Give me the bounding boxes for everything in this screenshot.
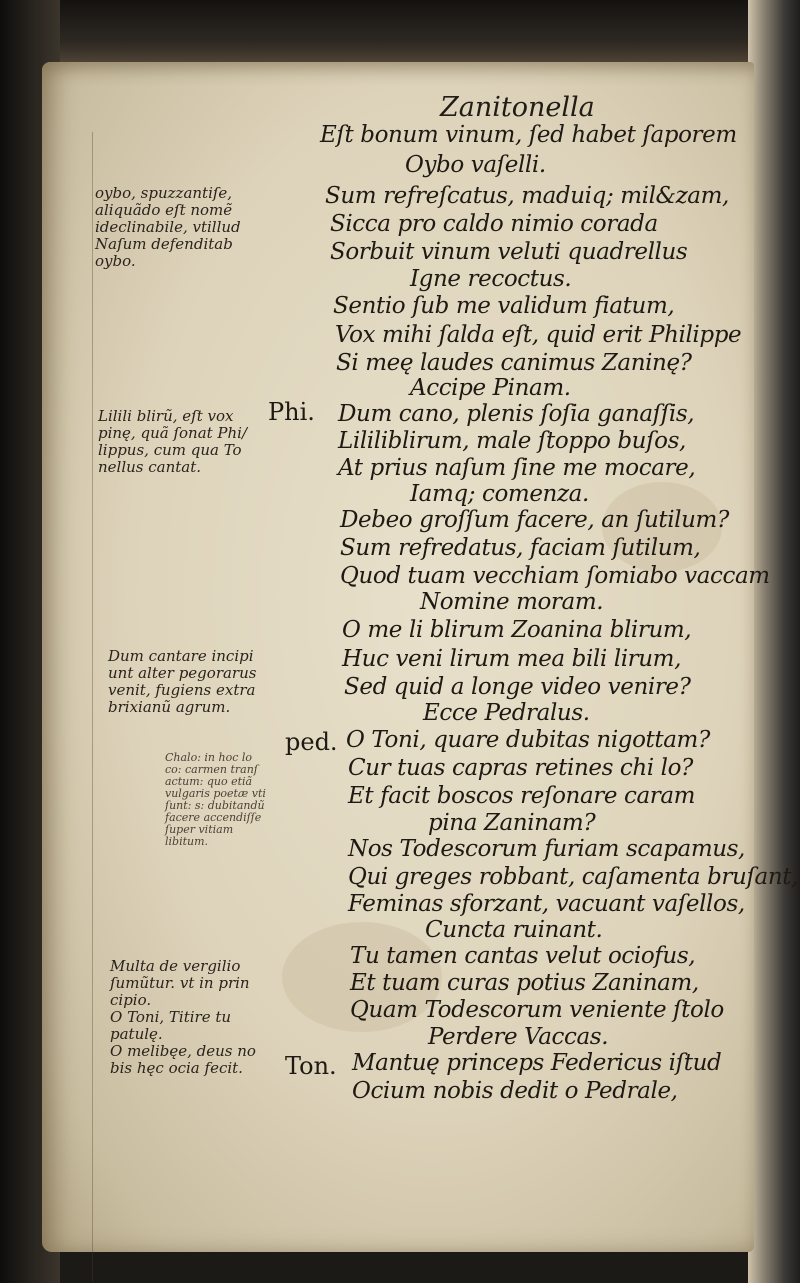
verse-line: Iamq; comenza. [410, 481, 589, 507]
verse-line: Ocium nobis dedit o Pedrale, [352, 1078, 678, 1104]
gloss-line: vulgaris poetæ vti [165, 787, 266, 800]
gloss-line: O Toni, Titire tu [110, 1008, 232, 1026]
speaker-label: Phi. [268, 398, 315, 426]
margin-gloss [108, 648, 256, 716]
gloss-line: O melibęe, deus no [110, 1042, 256, 1060]
gloss-line: nellus cantat. [98, 458, 202, 476]
verse-line: Qui greges robbant, caſamenta bruſant, [348, 864, 799, 890]
verse-line: Dum cano, plenis ſoſia ganaſſis, [338, 401, 695, 427]
gloss-line: venit, fugiens extra [108, 681, 256, 699]
gloss-line: ideclinabile, vtillud [95, 218, 241, 236]
gloss-line: Naſum defenditab [95, 235, 233, 253]
gloss-line: facere accendiſſe [165, 811, 262, 824]
verse-line: O Toni, quare dubitas nigottam? [346, 727, 710, 753]
gloss-line: oybo. [95, 252, 136, 270]
gloss-line: unt alter pegorarus [108, 664, 257, 682]
verse-line: Lililiblirum, male ſtoppo buſos, [338, 428, 686, 454]
gloss-line: cipio. [110, 991, 152, 1009]
verse-line: Perdere Vaccas. [428, 1024, 609, 1050]
gloss-line: ſuper vitiam [165, 823, 234, 836]
verse-line: Oybo vaſelli. [405, 152, 546, 178]
verse-line: Sentio ſub me validum fiatum, [333, 293, 675, 319]
verse-line: Cur tuas capras retines chi lo? [348, 755, 693, 781]
verse-line: Et facit boscos reſonare caram [348, 783, 696, 809]
verse-line: Sum refreſcatus, maduiq; mil&zam, [325, 183, 729, 209]
gloss-line: co: carmen tranſ [165, 763, 258, 776]
gloss-line: Dum cantare incipi [108, 647, 254, 665]
gloss-line: actum: quo etiã [165, 775, 253, 788]
speaker-label: ped. [285, 728, 338, 756]
verse-line: Quod tuam vecchiam ſomiabo vaccam [340, 563, 770, 589]
verse-line: Quam Todescorum veniente ſtolo [350, 997, 724, 1023]
gloss-line: ſumũtur. vt in prin [110, 974, 250, 992]
gloss-line: Lilili blirũ, eſt vox [98, 407, 234, 425]
gloss-line: aliquãdo eſt nomẽ [95, 201, 233, 219]
verse-line: Sicca pro caldo nimio corada [330, 211, 658, 237]
gloss-line: oybo, spuzzantiſe, [95, 184, 233, 202]
gloss-line: Chalo: in hoc lo [165, 751, 253, 764]
verse-line: Nos Todescorum furiam scapamus, [348, 836, 745, 862]
gloss-line: Multa de vergilio [110, 957, 241, 975]
verse-line: Nomine moram. [420, 589, 604, 615]
verse-line: Et tuam curas potius Zaninam, [350, 970, 699, 996]
verse-line: Debeo groſſum facere, an ſutilum? [340, 507, 729, 533]
gloss-line: bis hęc ocia fecit. [110, 1059, 243, 1077]
verse-line: Ecce Pedralus. [423, 700, 590, 726]
book-fore-edge [748, 0, 800, 1283]
margin-gloss [98, 408, 247, 476]
margin-gloss [165, 752, 266, 848]
verse-line: Si meę laudes canimus Zaninę? [336, 350, 692, 376]
gloss-line: lippus, cum qua To [98, 441, 242, 459]
running-title: Zanitonella [440, 92, 595, 123]
verse-line: pina Zaninam? [428, 810, 596, 836]
verse-line: Eſt bonum vinum, ſed habet ſaporem [320, 122, 737, 148]
verse-line: Tu tamen cantas velut ociofus, [350, 943, 696, 969]
verse-line: Feminas sforzant, vacuant vaſellos, [348, 891, 745, 917]
verse-line: Accipe Pinam. [410, 375, 571, 401]
gloss-line: patulę. [110, 1025, 163, 1043]
verse-line: Cuncta ruinant. [425, 917, 603, 943]
verse-line: At prius naſum ſine me mocare, [338, 455, 696, 481]
book-top-edge [60, 0, 800, 70]
verse-line: Huc veni lirum mea bili lirum, [342, 646, 681, 672]
verse-line: Igne recoctus. [410, 266, 572, 292]
verse-line: O me li blirum Zoanina blirum, [342, 617, 692, 643]
verse-line: Mantuę princeps Federicus iſtud [352, 1050, 722, 1076]
gloss-line: pinę, quã ſonat Phi/ [98, 424, 248, 442]
verse-line: Vox mihi ſalda eſt, quid erit Philippe [335, 322, 742, 348]
gloss-line: ſunt: s: dubitandũ [165, 799, 265, 812]
speaker-label: Ton. [285, 1052, 337, 1080]
margin-gloss [110, 958, 256, 1077]
verse-line: Sed quid a longe video venire? [344, 674, 691, 700]
verse-line: Sum refredatus, faciam ſutilum, [340, 535, 701, 561]
verse-line: Sorbuit vinum veluti quadrellus [330, 239, 688, 265]
margin-gloss [95, 185, 241, 270]
gloss-line: libitum. [165, 835, 209, 848]
gloss-line: brixianũ agrum. [108, 698, 231, 716]
